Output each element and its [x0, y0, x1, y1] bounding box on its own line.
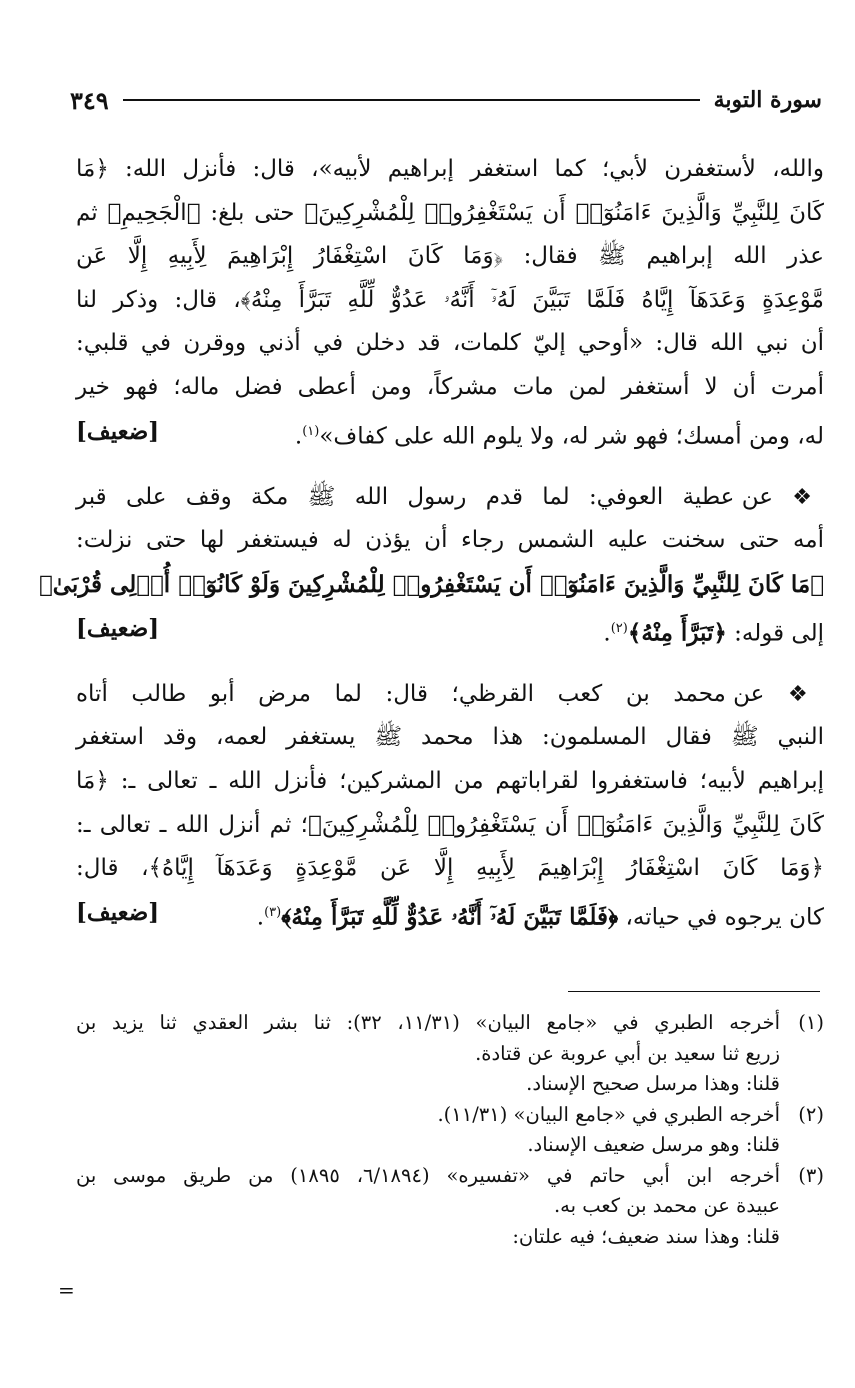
text-segment: إلى قوله: [726, 620, 824, 647]
text-segment: عن عطية العوفي: لما قدم رسول الله ﷺ مكة وقف على قبر [76, 483, 773, 510]
paragraph-3 [76, 673, 824, 940]
footnote-line: زريع ثنا سعيد بن أبي عروبة عن قتادة. [475, 1041, 780, 1065]
page-header [70, 82, 822, 118]
text-line: عذر الله إبراهيم ﷺ فقال: ﴿وَمَا كَانَ اسْتِغْفَارُ إِبْرَاهِيمَ لِأَبِيهِ إِلَّا عَن [76, 243, 824, 270]
text-line: أمرت أن لا أستغفر لمن مات مشركاً، ومن أعطى فضل ماله؛ فهو خير [76, 373, 824, 400]
text-line: إبراهيم لأبيه؛ فاستغفروا لقراباتهم من المشركين؛ فأنزل الله ـ تعالى ـ: ﴿مَا [76, 768, 824, 795]
text-line: كَانَ لِلنَّبِيِّ وَالَّذِينَ ءَامَنُوٓا۟ أَن يَسْتَغْفِرُوا۟ لِلْمُشْرِكِينَ﴾؛ ثم أنزل الله ـ تعالى ـ: [76, 811, 824, 838]
footnote-1 [76, 1008, 824, 1100]
grade-badge: [ضعيف] [76, 417, 160, 445]
text-line-last: كان يرجوه في حياته، ﴿فَلَمَّا تَبَيَّنَ لَهُۥٓ أَنَّهُۥ عَدُوٌّ لِّلَّهِ تَبَرَّأَ مِنْهُ﴾$^{(٣)}$. [ضعيف] [76, 891, 824, 940]
footnote-ref: (٢) [610, 620, 628, 636]
paragraph-2 [38, 476, 825, 656]
footnote-line: قلنا: وهذا مرسل صحيح الإسناد. [526, 1072, 780, 1095]
grade-badge: [ضعيف] [76, 614, 160, 642]
footnote-number: (١) [798, 1011, 824, 1034]
continuation-mark: = [58, 1278, 75, 1302]
footnotes [76, 1008, 824, 1252]
text-line: ﴿وَمَا كَانَ اسْتِغْفَارُ إِبْرَاهِيمَ لِأَبِيهِ إِلَّا عَن مَّوْعِدَةٍ وَعَدَهَآ إِيَّاهُ﴾، قال: [76, 855, 824, 882]
grade-badge: [ضعيف] [76, 898, 160, 926]
footnote-number: (٣) [798, 1163, 824, 1187]
text-line: أن نبي الله قال: «أوحي إليّ كلمات، قد دخلن في أذني ووقرن في قلبي: [76, 330, 824, 357]
footnote-body [76, 1008, 780, 1100]
footnote-line: قلنا: وهو مرسل ضعيف الإسناد. [527, 1133, 780, 1156]
footnote-body [76, 1161, 780, 1253]
footnote-body [76, 1100, 780, 1161]
quran-segment: ﴿فَلَمَّا تَبَيَّنَ لَهُۥٓ أَنَّهُۥ عَدُوٌّ لِّلَّهِ تَبَرَّأَ مِنْهُ﴾ [281, 903, 619, 931]
footnote-line: أخرجه الطبري في «جامع البيان» (١١/٣١، ٣٢): ثنا بشر العقدي ثنا يزيد بن [76, 1011, 780, 1034]
paragraph-1 [76, 148, 824, 459]
footnote-ref: (٣) [264, 904, 282, 920]
footnote-line: أخرجه ابن أبي حاتم في «تفسيره» (٦/١٨٩٤، ١٨٩٥) من طريق موسى بن [76, 1163, 780, 1187]
footnote-number: (٢) [798, 1102, 824, 1126]
text-line: أمه حتى سخنت عليه الشمس رجاء أن يؤذن له فيستغفر لها حتى نزلت: [76, 527, 824, 554]
quran-segment: ﴿تَبَرَّأَ مِنْهُ﴾ [627, 619, 727, 647]
footnote-line: قلنا: وهذا سند ضعيف؛ فيه علتان: [512, 1224, 780, 1248]
header-rule [123, 99, 700, 101]
bullet-icon: ❖ [792, 484, 825, 510]
page-number: ٣٤٩ [70, 85, 109, 115]
footnote-2 [76, 1100, 824, 1161]
footnote-3 [76, 1161, 824, 1253]
bullet-icon: ❖ [788, 681, 824, 707]
text-line: كَانَ لِلنَّبِيِّ وَالَّذِينَ ءَامَنُوٓا۟ أَن يَسْتَغْفِرُوا۟ لِلْمُشْرِكِينَ﴾ حتى بلغ: ﴿الْجَحِيمِ﴾ ثم [76, 199, 824, 226]
text-segment: عن محمد بن كعب القرظي؛ قال: لما مرض أبو طالب أتاه [76, 680, 765, 707]
text-line: النبي ﷺ فقال المسلمون: هذا محمد ﷺ يستغفر لعمه، وقد استغفر [76, 724, 824, 751]
text-line-last: إلى قوله: ﴿تَبَرَّأَ مِنْهُ﴾$^{(٢)}$. [ضعيف] [76, 607, 824, 656]
footnote-ref: (١) [302, 423, 320, 439]
text-line: والله، لأستغفرن لأبي؛ كما استغفر إبراهيم لأبيه»، قال: فأنزل الله: ﴿مَا [76, 156, 824, 182]
footnote-line: عبيدة عن محمد بن كعب به. [553, 1194, 780, 1217]
footnote-separator [568, 991, 820, 992]
main-text [38, 148, 825, 940]
surah-title: سورة التوبة [713, 87, 822, 113]
quran-line: ﴿مَا كَانَ لِلنَّبِيِّ وَالَّذِينَ ءَامَنُوٓا۟ أَن يَسْتَغْفِرُوا۟ لِلْمُشْرِكِينَ وَلَوْ كَانُوٓا۟ أُو۟لِى قُرْبَىٰ﴾ [38, 571, 824, 598]
text-line: مَّوْعِدَةٍ وَعَدَهَآ إِيَّاهُ فَلَمَّا تَبَيَّنَ لَهُۥٓ أَنَّهُۥ عَدُوٌّ لِّلَّهِ تَبَرَّأَ مِنْهُ﴾، قال: وذكر لنا [76, 286, 824, 313]
text-segment: له، ومن أمسك؛ فهو شر له، ولا يلوم الله على كفاف» [319, 423, 824, 450]
text-line-last: له، ومن أمسك؛ فهو شر له، ولا يلوم الله على كفاف»$^{(١)}$. [ضعيف] [76, 410, 824, 459]
text-line [76, 673, 824, 717]
text-segment: كان يرجوه في حياته، [618, 904, 824, 931]
text-line [76, 476, 824, 520]
footnote-line: أخرجه الطبري في «جامع البيان» (١١/٣١). [437, 1102, 780, 1126]
